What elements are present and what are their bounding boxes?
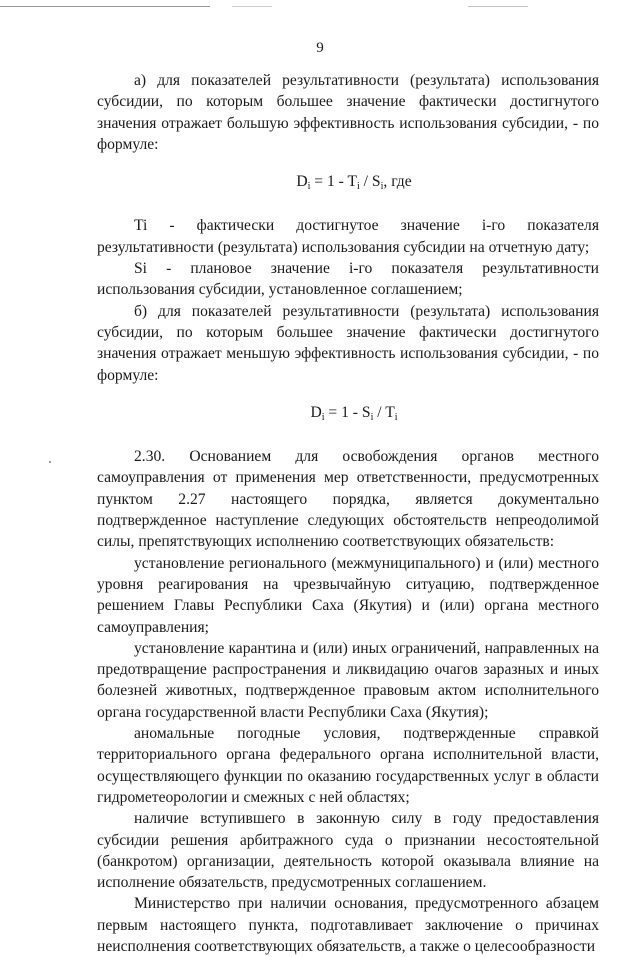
- scan-dot: [49, 461, 51, 463]
- definition-t: Ti - фактически достигнутое значение i-го показателя результативности (результата) использования субсидии на отчетную дату;: [97, 217, 599, 256]
- list-item-quarantine: установление карантина и (или) иных ограничений, направленных на предотвращение распространения и ликвидацию очагов заразных и иных болезней животных, подтвержденное правовым актом исполнительного органа государственной власти Республики Саха (Якутия);: [97, 639, 599, 721]
- list-item-emergency: установление регионального (межмуниципального) и (или) местного уровня реагирования на чрезвычайную ситуацию, подтвержденное решением Главы Республики Саха (Якутия) и (или) органа местного самоуправления;: [97, 554, 599, 636]
- paragraph-b: б) для показателей результативности (результата) использования субсидии, по которым большее значение фактически достигнутого значения отражает меньшую эффективность использования субсидии, - по формуле:: [97, 302, 599, 384]
- paragraph-a: а) для показателей результативности (результата) использования субсидии, по которым большее значение фактически достигнутого значения отражает большую эффективность использования субсидии, - по формуле:: [97, 72, 599, 153]
- definition-s: Si - плановое значение i-го показателя результативности использования субсидии, установленное соглашением;: [97, 260, 599, 299]
- list-item-bankruptcy: наличие вступившего в законную силу в году предоставления субсидии решения арбитражного суда о признании несостоятельной (банкротом) организации, деятельность которой оказывала влияние на исполнение обязательств, предусмотренных соглашением.: [97, 810, 599, 892]
- scan-artifact-line: [232, 6, 272, 7]
- scan-artifact-line: [468, 6, 528, 7]
- document-body: [97, 70, 599, 957]
- paragraph-ministry: Министерство при наличии основания, предусмотренного абзацем первым настоящего пункта, подготавливает заключение о причинах неисполнения соответствующих обязательств, а также о целесообразности: [97, 895, 599, 955]
- page-number: 9: [316, 40, 324, 56]
- scan-artifact-line: [0, 6, 210, 7]
- list-item-weather: аномальные погодные условия, подтвержденные справкой территориального органа федерального органа исполнительной власти, осуществляющего функции по оказанию государственных услуг в области гидрометеорологии и смежных с ней областях;: [97, 725, 599, 806]
- paragraph-2-30: 2.30. Основанием для освобождения органов местного самоуправления от применения мер ответственности, предусмотренных пунктом 2.27 настоящего порядка, является документально подтвержденное наступление следующих обстоятельств непреодолимой силы, препятствующих исполнению соответствующих обязательств:: [97, 448, 599, 551]
- formula-1: $D_i = 1 - T_i / S_i$, где: [296, 173, 412, 193]
- formula-2: $D_i = 1 - S_i / T_i$: [310, 403, 398, 423]
